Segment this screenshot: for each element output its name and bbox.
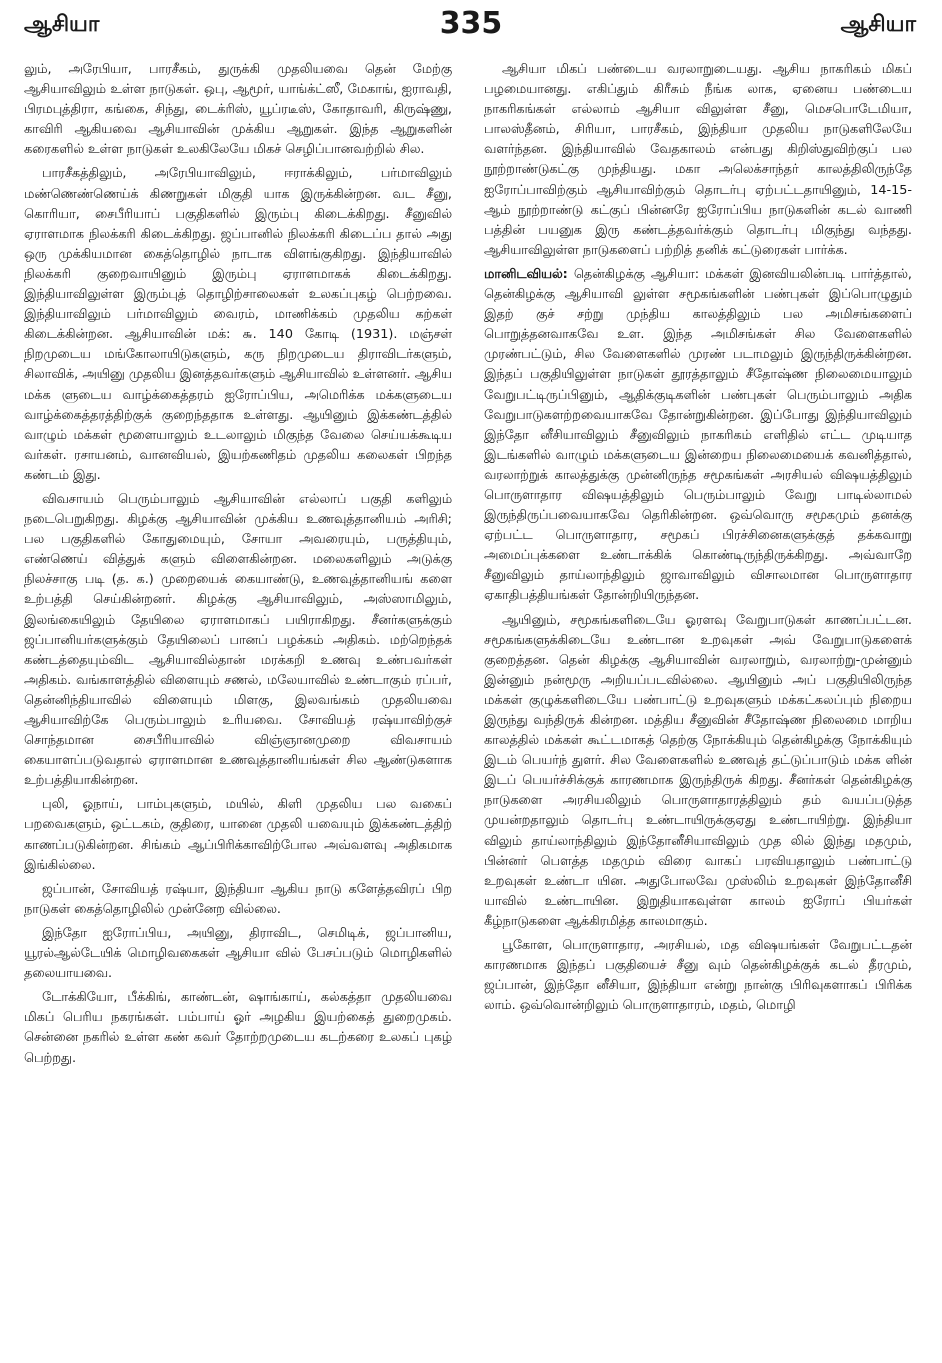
paragraph-text: தென்கிழக்கு ஆசியா: மக்கள் இனவியலின்படி பார்த்தால், தென்கிழக்கு ஆசியாவி லுள்ள சமூகங்களின் பண்புகள் இப்பொழுதும் இதற் குச் சற்று முந்திய காலத்திலும் பல அமிசங்களைப் பொறுத்தனவாகவே உள. இந்த அமிசங்கள் சில வேளைகளில் முரண்பட்டும், சில வேளைகளில் முரண் படாமலும் இருந்திருக்கின்றன. இந்தப் பகுதியிலுள்ள நாடுகள் தூரத்தாலும் சீதோஷ்ண நிலைமையாலும் வேறுபட்டிருப்பினும், ஆதிக்குடிகளின் பண்புகள் பெரும்பாலும் அதிக வேறுபாடுகளற்றவையாகவே தோன்றுகின்றன. இப்போது இந்தியாவிலும் இந்தோ னீசியாவிலும் சீனுவிலும் நாகரிகம் எளிதில் எட்ட முடியாத இடங்களில் வாழும் மக்களுடைய இன்றைய நிலைமையைக் கவனித்தால், வரலாற்றுக் காலத்துக்கு முன்னிருந்த சமூகங்கள் அரசியல் விஷயத்திலும் பொருளாதார விஷயத்திலும் பெரும்பாலும் வேறு பாடில்லாமல் இருந்திருப்பவையாகவே தெரிகின்றன. ஒவ்வொரு சமூகமும் தனக்கு ஏற்பட்ட பொருளாதார, சமூகப் பிரச்சினைகளுக்குத் தக்கவாறு அமைப்புக்களை உண்டாக்கிக் கொண்டிருந்திருக்கிறது. அவ்வாறே சீனுவிலும் தாய்லாந்திலும் ஜாவாவிலும் விசாலமான பொருளாதார ஏகாதிபத்தியங்கள் தோன்றியிருந்தன. [484, 266, 912, 604]
paragraph [484, 265, 912, 607]
running-title-left: ஆசியா [24, 12, 100, 37]
running-title-right: ஆசியா [840, 12, 916, 37]
page-header [0, 0, 942, 60]
paragraph: லும், அரேபியா, பாரசீகம், துருக்கி முதலியவை தென் மேற்கு ஆசியாவிலும் உள்ள நாடுகள். ஒபு, ஆமூர், யாங்க்ட்ஸீ, மேகாங், ஐராவதி, பிரமபுத்திரா, கங்கை, சிந்து, டைக்ரிஸ், யூப்ரடீஸ், கோதாவரி, கிருஷ்ணு, காவிரி ஆகியவை ஆசியாவின் முக்கிய ஆறுகள். இந்த ஆறுகளின் கரைகளில் உள்ள நாடுகள் உலகிலேயே மிகச் செழிப்பானவற்றில் சில. [24, 62, 452, 158]
paragraph: ஜப்பான், சோவியத் ரஷ்யா, இந்தியா ஆகிய நாடு களேத்தவிரப் பிற நாடுகள் கைத்தொழிலில் முன்னேற வில்லை. [24, 881, 452, 917]
page-number: 335 [439, 6, 503, 41]
left-column [24, 60, 452, 1358]
paragraph: ஆயினும், சமூகங்களிடையே ஓரளவு வேறுபாடுகள் காணப்பட்டன. சமூகங்களுக்கிடையே உண்டான உறவுகள் அவ் வேறுபாடுகளைக் குறைத்தன. தென் கிழக்கு ஆசியாவின் வரலாறும், வரலாற்று-முன்னும் இன்னும் நன்மூரு அறியப்படவில்லை. ஆயினும் அப் பகுதியிலிருந்த மக்கள் குழுக்களிடையே பண்பாட்டு உறவுகளும் மக்கட்கலப்பும் நிறைய இருந்து வந்திருக் கின்றன. மத்திய சீனுவின் சீதோஷ்ண நிலைமை மாறிய காலத்தில் மக்கள் கூட்டமாகத் தெற்கு நோக்கியும் தென்கிழக்கு நோக்கியும் இடம் பெயர்ந் துளர். சில வேளைகளில் உணவுத் தட்டுப்பாடும் மக்க ளின் இடப் பெயர்ச்சிக்குக் காரணமாக இருந்திருக் கிறது. சீனர்கள் தென்கிழக்கு நாடுகளை அரசியலிலும் பொருளாதாரத்திலும் தம் வயப்படுத்த முயன்றதாலும் தொடர்பு உண்டாயிருக்குஏது உண்டாயிற்று. இந்தியா விலும் தாய்லாந்திலும் இந்தோனீசியாவிலும் முத லில் இந்து மதமும், பின்னர் பௌத்த மதமும் விரை வாகப் பரவியதாலும் பண்பாட்டு உறவுகள் உண்டா யின. அதுபோலவே முஸ்லிம் உறவுகள் இந்தோனீசி யாவில் உண்டாயின. இறுதியாகவுள்ள காலம் ஐரோப் பியர்கள் கீழ்நாடுகளை ஆக்கிரமித்த காலமாகும். [484, 612, 912, 929]
paragraph: பூகோள, பொருளாதார, அரசியல், மத விஷயங்கள் வேறுபட்டதன் காரணமாக இந்தப் பகுதியைச் சீனு வும் தென்கிழக்குக் கடல் தீரமும், ஜப்பான், இந்தோ னீசியா, இந்தியா என்று நான்கு பிரிவுகளாகப் பிரிக்க லாம். ஒவ்வொன்றிலும் பொருளாதாரம், மதம், மொழி [484, 938, 912, 1014]
paragraph: விவசாயம் பெரும்பாலும் ஆசியாவின் எல்லாப் பகுதி களிலும் நடைபெறுகிறது. கிழக்கு ஆசியாவின் முக்கிய உணவுத்தானியம் அரிசி; பல பகுதிகளில் கோதுமையும், சோயா அவரையும், பருத்தியும், எண்ணெய் வித்துக் களும் விளைகின்றன. மலைகளிலும் அடுக்கு நிலச்சாகு படி (த. க.) முறையைக் கையாண்டு, உணவுத்தானியங் களை உற்பத்தி செய்கின்றனர். கிழக்கு ஆசியாவிலும், அஸ்ஸாமிலும், இலங்கையிலும் தேயிலை ஏராளமாகப் பயிராகிறது. சீனர்களுக்கும் ஜப்பானியர்களுக்கும் தேயிலைப் பானப் பழக்கம் அதிகம். மற்றெந்தக் கண்டத்தையும்விட ஆசியாவில்தான் மரக்கறி உணவு உண்பவர்கள் அதிகம். வங்காளத்தில் விளையும் சணல், மலேயாவில் உண்டாகும் ரப்பர், தென்னிந்தியாவில் விளையும் மிளகு, இலவங்கம் முதலியவை ஆசியாவிற்கே பெரும்பாலும் உரியவை. சோவியத் ரஷ்யாவிற்குச் சொந்தமான சைபீரியாவில் விஞ்ஞானமுறை விவசாயம் கையாளப்படுவதால் ஏராளமான உணவுத்தானியங்கள் சில ஆண்டுகளாக உற்பத்தியாகின்றன. [24, 491, 452, 789]
paragraph: டோக்கியோ, பீக்கிங், காண்டன், ஷாங்காய், கல்கத்தா முதலியவை மிகப் பெரிய நகரங்கள். பம்பாய் ஓர் அழகிய இயற்கைத் துறைமுகம். சென்னை நகரில் உள்ள கண் கவர் தோற்றமுடைய கடற்கரை உலகப் புகழ் பெற்றது. [24, 990, 452, 1066]
paragraph: பாரசீகத்திலும், அரேபியாவிலும், ஈராக்கிலும், பர்மாவிலும் மண்ணெண்ணெய்க் கிணறுகள் மிகுதி யாக இருக்கின்றன. வட சீனு, கொரியா, சைபீரியாப் பகுதிகளில் இரும்பு கிடைக்கிறது. சீனுவில் ஏராளமாக நிலக்கரி கிடைக்கிறது. ஜப்பானில் நிலக்கரி கிடைப்ப தால் அது ஒரு முக்கியமான கைத்தொழில் நாடாக விளங்குகிறது. இந்தியாவில் நிலக்கரி குறைவாயினும் இரும்பு ஏராளமாகக் கிடைக்கிறது. இந்தியாவிலுள்ள இரும்புத் தொழிற்சாலைகள் உலகப்புகழ் பெற்றவை. இந்தியாவிலும் பர்மாவிலும் வைரம், மாணிக்கம் முதலிய கற்கள் கிடைக்கின்றன. ஆசியாவின் மக்: ௬. 140 கோடி (1931). மஞ்சள் நிறமுடைய மங்கோலாயிடுகளும், கரு நிறமுடைய திராவிடர்களும், சிலாவிக், அயினு முதலிய இனத்தவர்களும் ஆசியாவில் உள்ளனர். ஆசிய மக்க ளுடைய வாழ்க்கைத்தரம் ஐரோப்பிய, அமெரிக்க மக்களுடைய வாழ்க்கைத்தரத்திற்குக் குறைந்ததாக உள்ளது. ஆயினும் இக்கண்டத்தில் வாழும் மக்கள் மூளையாலும் உடலாலும் மிகுந்த வேலை செய்யக்கூடிய வர்கள். ரசாயனம், வானவியல், இயற்கணிதம் முதலிய கலைகள் பிறந்த கண்டம் இது. [24, 166, 452, 483]
paragraph: இந்தோ ஐரோப்பிய, அயினு, திராவிட, செமிடிக், ஜப்பானிய, யூரல்ஆல்டேயிக் மொழிவகைகள் ஆசியா வில் பேசப்படும் மொழிகளில் தலையாயவை. [24, 925, 452, 982]
paragraph: ஆசியா மிகப் பண்டைய வரலாறுடையது. ஆசிய நாகரிகம் மிகப் பழமையானது. எகிப்தும் கிரீசும் நீங்க லாக, ஏனைய பண்டைய நாகரிகங்கள் எல்லாம் ஆசியா விலுள்ள சீனு, மெசபொடேமியா, பாலஸ்தீனம், சிரியா, பாரசீகம், இந்தியா முதலிய நாடுகளிலேயே வளர்ந்தன. இந்தியாவில் வேதகாலம் என்பது கிறிஸ்துவிற்குப் பல நூற்றாண்டுகட்கு முந்தியது. மகா அலெக்சாந்தர் காலத்திலிருந்தே ஐரோப்பாவிற்கும் ஆசியாவிற்கும் தொடர்பு ஏற்பட்டதாயினும், 14-15-ஆம் நூற்றாண்டு கட்குப் பின்னரே ஐரோப்பிய நாடுகளின் கடல் வாணி பத்தின் பயனுக இரு கண்டத்தவர்க்கும் தொடர்பு மிகுந்து வந்தது. ஆசியாவிலுள்ள நாடுகளைப் பற்றித் தனிக் கட்டுரைகள் பார்க்க. [484, 62, 912, 258]
paragraph: புலி, ஓநாய், பாம்புகளும், மயில், கிளி முதலிய பல வகைப் பறவைகளும், ஒட்டகம், குதிரை, யானை முதலி யவையும் இக்கண்டத்திற் காணப்படுகின்றன. சிங்கம் ஆப்பிரிக்காவிற்போல அவ்வளவு அதிகமாக இங்கில்லை. [24, 797, 452, 873]
right-column [484, 60, 912, 1358]
section-heading: மானிடவியல்: [484, 266, 568, 282]
